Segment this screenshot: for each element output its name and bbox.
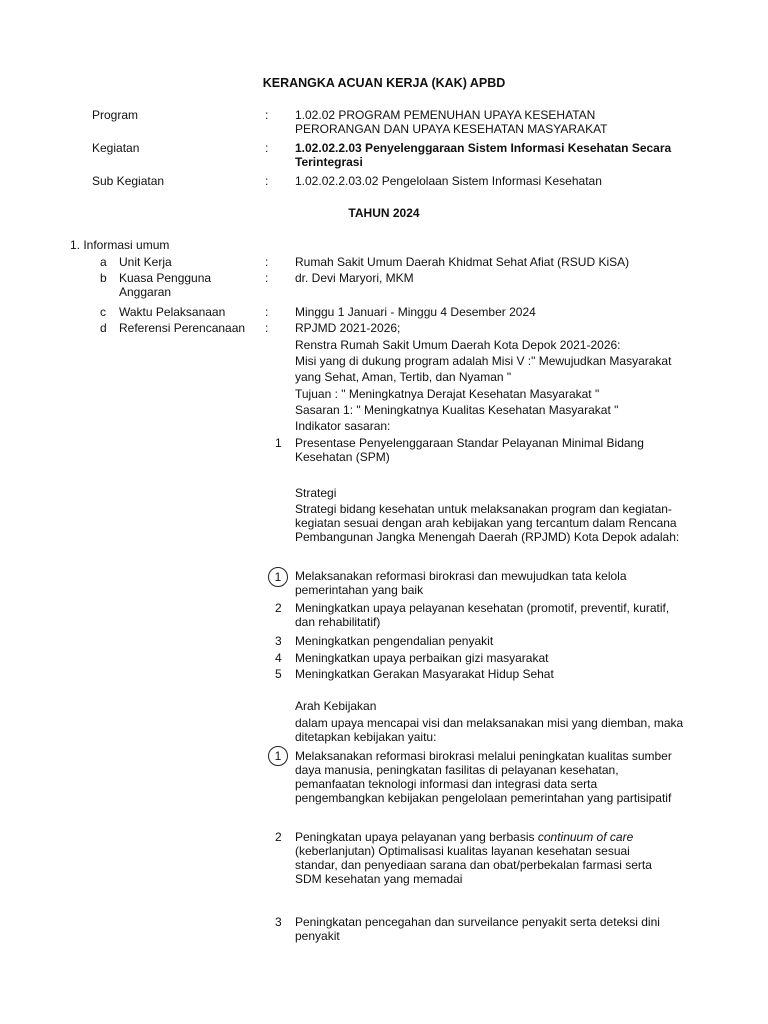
sasaran-line: Sasaran 1: " Meningkatnya Kualitas Kesehatan Masyarakat " xyxy=(295,403,619,417)
arah-intro xyxy=(295,716,720,744)
continuum-of-care-term: continuum of care xyxy=(537,830,634,844)
sub-kegiatan-value: 1.02.02.2.03.02 Pengelolaan Sistem Informasi Kesehatan xyxy=(295,174,602,188)
waktu-label: Waktu Pelaksanaan xyxy=(119,305,226,319)
strategi-item-1-line1: Melaksanakan reformasi birokrasi dan mewujudkan tata kelola xyxy=(295,569,627,583)
unit-kerja-colon: : xyxy=(265,255,269,269)
kegiatan-value xyxy=(295,141,725,169)
arah-item-2-line3: standar, dan penyediaan sarana dan obat/perbekalan farmasi serta xyxy=(295,858,652,872)
kuasa-value: dr. Devi Maryori, MKM xyxy=(295,271,414,285)
arah-intro-line1: dalam upaya mencapai visi dan melaksanakan misi yang diemban, maka xyxy=(295,716,684,730)
arah-item-2 xyxy=(295,830,720,886)
referensi-value: RPJMD 2021-2026; xyxy=(295,321,401,335)
arah-item-1-line4: pengembangkan kebijakan pengelolaan pemerintahan yang partisipatif xyxy=(295,791,672,805)
program-value xyxy=(295,108,725,136)
program-label: Program xyxy=(92,108,139,122)
waktu-colon: : xyxy=(265,305,269,319)
year-heading: TAHUN 2024 xyxy=(348,206,420,220)
misi-line1: Misi yang di dukung program adalah Misi V :" Mewujudkan Masyarakat xyxy=(295,354,672,368)
item-letter-b: b xyxy=(100,271,107,285)
kuasa-label-line1: Kuasa Pengguna xyxy=(119,271,212,285)
strategi-item-3: Meningkatkan pengendalian penyakit xyxy=(295,634,494,648)
circled-number-1: 1 xyxy=(268,567,288,587)
kuasa-label-line2: Anggaran xyxy=(119,285,172,299)
unit-kerja-label: Unit Kerja xyxy=(119,255,172,269)
indikator-line1: Presentase Penyelenggaraan Standar Pelayanan Minimal Bidang xyxy=(295,436,644,450)
sub-kegiatan-colon: : xyxy=(265,174,269,188)
section-heading: 1. Informasi umum xyxy=(70,238,170,252)
strategi-number-5: 5 xyxy=(275,667,282,681)
arah-item-2-line2: (keberlanjutan) Optimalisasi kualitas layanan kesehatan sesuai xyxy=(295,844,630,858)
kegiatan-colon: : xyxy=(265,141,269,155)
strategi-intro xyxy=(295,502,720,544)
strategi-item-2-line1: Meningkatkan upaya pelayanan kesehatan (promotif, preventif, kuratif, xyxy=(295,601,670,615)
kegiatan-value-line2: Terintegrasi xyxy=(295,155,363,169)
arah-item-1-line1: Melaksanakan reformasi birokrasi melalui peningkatan kualitas sumber xyxy=(295,749,672,763)
arah-item-1-line3: pemanfaatan teknologi informasi dan integrasi data serta xyxy=(295,777,598,791)
arah-intro-line2: ditetapkan kebijakan yaitu: xyxy=(295,730,437,744)
strategi-intro-line2: kegiatan sesuai dengan arah kebijakan yang tercantum dalam Rencana xyxy=(295,516,677,530)
arah-item-1 xyxy=(295,749,720,805)
strategi-item-1 xyxy=(295,569,720,597)
item-letter-c: c xyxy=(100,305,106,319)
unit-kerja-value: Rumah Sakit Umum Daerah Khidmat Sehat Afiat (RSUD KiSA) xyxy=(295,255,630,269)
arah-item-3 xyxy=(295,915,720,943)
item-letter-d: d xyxy=(100,321,107,335)
arah-item-1-line2: daya manusia, peningkatan fasilitas di pelayanan kesehatan, xyxy=(295,763,619,777)
waktu-value: Minggu 1 Januari - Minggu 4 Desember 2024 xyxy=(295,305,536,319)
kuasa-colon: : xyxy=(265,271,269,285)
misi-line2: yang Sehat, Aman, Tertib, dan Nyaman " xyxy=(295,370,512,384)
strategi-item-2-line2: dan rehabilitatif) xyxy=(295,615,381,629)
item-letter-a: a xyxy=(100,255,107,269)
arah-item-2-line4: SDM kesehatan yang memadai xyxy=(295,872,463,886)
strategi-item-1-line2: pemerintahan yang baik xyxy=(295,583,424,597)
strategi-intro-line1: Strategi bidang kesehatan untuk melaksanakan program dan kegiatan- xyxy=(295,502,672,516)
kegiatan-label: Kegiatan xyxy=(92,141,140,155)
document-title: KERANGKA ACUAN KERJA (KAK) APBD xyxy=(262,76,506,90)
program-value-line1: 1.02.02 PROGRAM PEMENUHAN UPAYA KESEHATAN xyxy=(295,108,596,122)
strategi-number-3: 3 xyxy=(275,634,282,648)
arah-number-2: 2 xyxy=(275,830,282,844)
arah-kebijakan-heading: Arah Kebijakan xyxy=(295,699,377,713)
indikator-number: 1 xyxy=(275,436,282,450)
strategi-heading: Strategi xyxy=(295,486,337,500)
referensi-label: Referensi Perencanaan xyxy=(119,321,246,335)
strategi-number-2: 2 xyxy=(275,601,282,615)
indikator-heading: Indikator sasaran: xyxy=(295,419,391,433)
arah-number-3: 3 xyxy=(275,915,282,929)
strategi-intro-line3: Pembangunan Jangka Menengah Daerah (RPJMD) Kota Depok adalah: xyxy=(295,530,680,544)
circled-number-1-arah: 1 xyxy=(268,746,288,766)
arah-item-3-line1: Peningkatan pencegahan dan surveilance penyakit serta deteksi dini xyxy=(295,915,660,929)
kuasa-pengguna-label xyxy=(119,271,259,299)
sub-kegiatan-label: Sub Kegiatan xyxy=(92,174,165,188)
strategi-number-4: 4 xyxy=(275,651,282,665)
strategi-item-4: Meningkatkan upaya perbaikan gizi masyarakat xyxy=(295,651,549,665)
program-value-line2: PERORANGAN DAN UPAYA KESEHATAN MASYARAKAT xyxy=(295,122,608,136)
arah-item-3-line2: penyakit xyxy=(295,929,340,943)
arah-item-2-line1 xyxy=(295,830,720,844)
indikator-text xyxy=(295,436,720,464)
referensi-colon: : xyxy=(265,321,269,335)
arah-item-2-line1-pre: Peningkatan upaya pelayanan yang berbasis xyxy=(295,830,538,844)
renstra-line: Renstra Rumah Sakit Umum Daerah Kota Depok 2021-2026: xyxy=(295,338,621,352)
program-colon: : xyxy=(265,108,269,122)
strategi-item-5: Meningkatkan Gerakan Masyarakat Hidup Sehat xyxy=(295,667,554,681)
strategi-item-2 xyxy=(295,601,720,629)
kegiatan-value-line1: 1.02.02.2.03 Penyelenggaraan Sistem Informasi Kesehatan Secara xyxy=(295,141,672,155)
tujuan-line: Tujuan : " Meningkatnya Derajat Kesehatan Masyarakat " xyxy=(295,387,600,401)
indikator-line2: Kesehatan (SPM) xyxy=(295,450,390,464)
